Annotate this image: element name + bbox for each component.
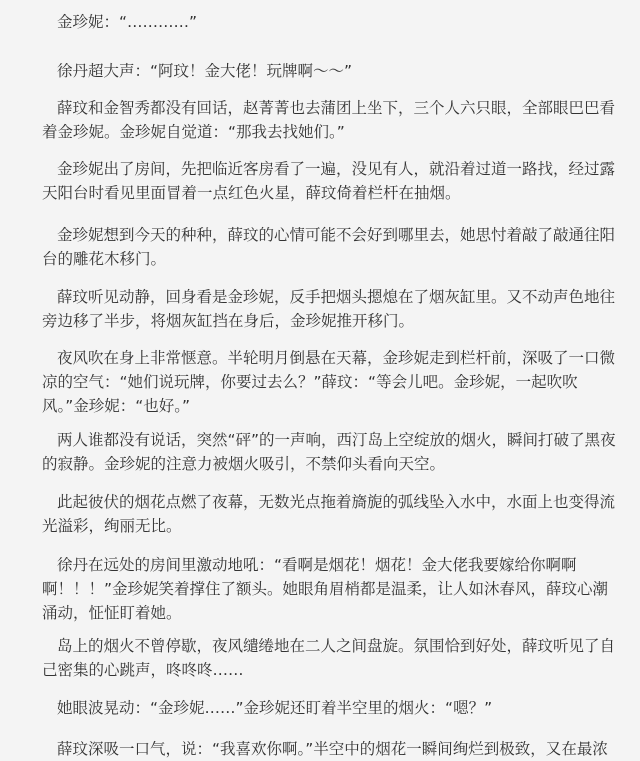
paragraph-1: 金珍妮：“…………” <box>57 13 198 31</box>
paragraph-11: 岛上的烟火不曾停歇，夜风缱绻地在二人之间盘旋。氛围恰到好处，薛玟听见了自己密集的心跳声，咚咚咚…… <box>42 637 616 679</box>
paragraph-3: 薛玟和金智秀都没有回话，赵菁菁也去蒲团上坐下，三个人六只眼，全部眼巴巴看着金珍妮。金珍妮自觉道：“那我去找她们。” <box>42 99 616 141</box>
paragraph-12: 她眼波晃动：“金珍妮……”金珍妮还盯着半空里的烟火：“嗯？” <box>57 699 493 717</box>
paragraph-10: 徐丹在远处的房间里激动地吼：“看啊是烟花！烟花！金大佬我要嫁给你啊啊啊！！！”金珍妮笑着撑住了额头。她眼角眉梢都是温柔，让人如沐春风，薛玟心潮涌动，怔怔盯着她。 <box>42 556 609 622</box>
paragraph-8: 两人谁都没有说话，突然“砰”的一声响，西汀岛上空绽放的烟火，瞬间打破了黑夜的寂静。金珍妮的注意力被烟火吸引，不禁仰头看向天空。 <box>42 431 616 473</box>
paragraph-6: 薛玟听见动静，回身看是金珍妮，反手把烟头摁熄在了烟灰缸里。又不动声色地往旁边移了半步，将烟灰缸挡在身后，金珍妮推开移门。 <box>42 288 616 330</box>
paragraph-13: 薛玟深吸一口气，说：“我喜欢你啊。”半空中的烟花一瞬间绚烂到极致，又在最浓 <box>57 740 608 758</box>
paragraph-5: 金珍妮想到今天的种种，薛玟的心情可能不会好到哪里去，她思忖着敲了敲通往阳台的雕花木移门。 <box>42 226 616 268</box>
paragraph-2: 徐丹超大声：“阿玟！金大佬！玩牌啊～～” <box>57 62 353 80</box>
paragraph-4: 金珍妮出了房间，先把临近客房看了一遍，没见有人，就沿着过道一路找，经过露天阳台时看见里面冒着一点红色火星，薛玟倚着栏杆在抽烟。 <box>42 160 616 202</box>
paragraph-9: 此起彼伏的烟花点燃了夜幕，无数光点拖着旖旎的弧线坠入水中，水面上也变得流光溢彩，绚丽无比。 <box>42 493 616 535</box>
paragraph-7: 夜风吹在身上非常惬意。半轮明月倒悬在天幕，金珍妮走到栏杆前，深吸了一口微凉的空气：“她们说玩牌，你要过去么？”薛玟：“等会儿吧。金珍妮，一起吹吹风。”金珍妮：“也好。” <box>42 349 616 415</box>
